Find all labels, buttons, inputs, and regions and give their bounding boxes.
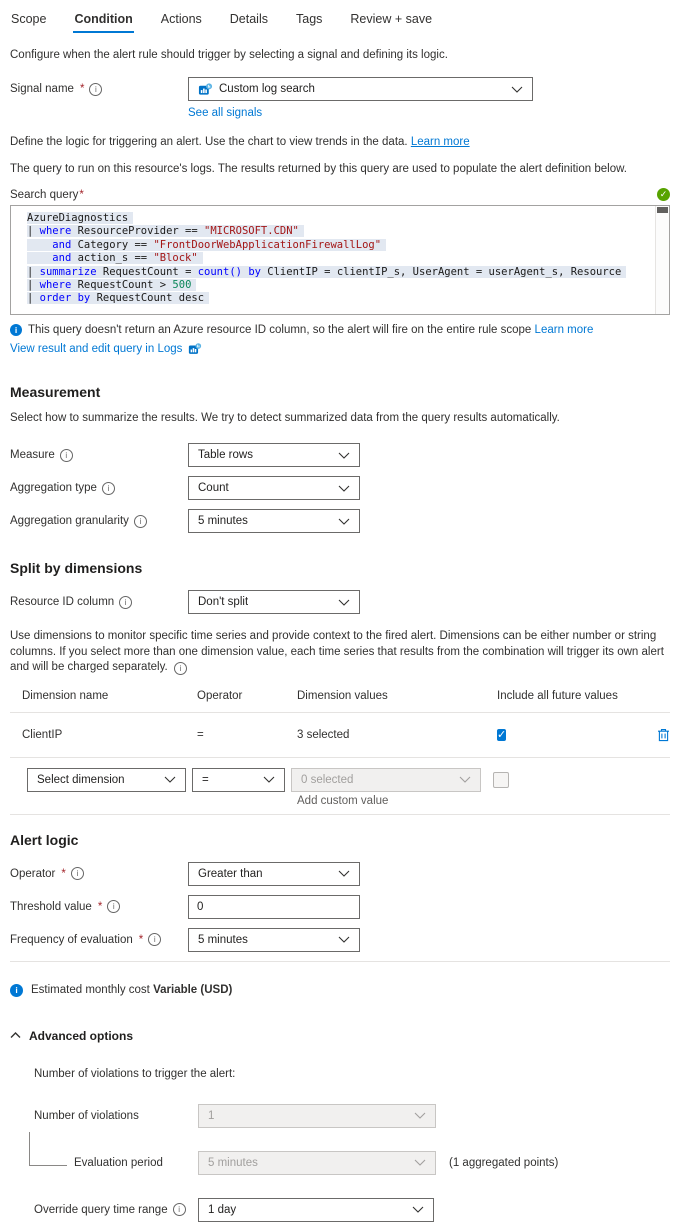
query-code-line: and action_s == "Block" xyxy=(27,252,649,265)
info-icon[interactable] xyxy=(60,449,73,462)
new-dimension-row xyxy=(10,758,670,815)
info-icon[interactable] xyxy=(148,933,161,946)
info-icon[interactable] xyxy=(71,867,84,880)
threshold-input[interactable] xyxy=(188,895,360,919)
chevron-down-icon xyxy=(338,599,350,606)
dimension-operator-value: = xyxy=(197,728,204,741)
operator-value: Greater than xyxy=(198,867,263,880)
new-values-value: 0 selected xyxy=(301,773,354,786)
query-code-line: | order by RequestCount desc xyxy=(27,292,649,305)
measure-value: Table rows xyxy=(198,449,253,461)
editor-scrollbar[interactable] xyxy=(655,206,669,314)
col-operator: Operator xyxy=(197,689,243,702)
col-dimension-values: Dimension values xyxy=(297,689,388,702)
dimension-name-value: ClientIP xyxy=(22,728,63,741)
dimensions-description: Use dimensions to monitor specific time series and provide context to the fired alert. Dimensions can be either number or string columns. If you select more than one dimension value, each time series that results from the combination will trigger its own alert and will be charged separately. i xyxy=(10,629,670,676)
search-query-label: Search query xyxy=(10,188,79,201)
estimated-cost-text: Estimated monthly cost Variable (USD) xyxy=(31,984,233,996)
aggregated-points-note: (1 aggregated points) xyxy=(449,1156,559,1169)
measurement-description: Select how to summarize the results. We try to detect summarized data from the query results automatically. xyxy=(10,412,560,424)
new-include-future-checkbox[interactable] xyxy=(493,772,509,788)
override-time-range-value: 1 day xyxy=(208,1203,237,1216)
dimension-row xyxy=(10,713,670,758)
tab-details[interactable]: Details xyxy=(229,12,268,26)
log-analytics-icon xyxy=(188,342,202,356)
chevron-up-icon xyxy=(10,1032,21,1039)
chevron-down-icon xyxy=(338,518,350,525)
frequency-select[interactable] xyxy=(188,928,360,952)
info-icon[interactable] xyxy=(174,662,187,675)
section-divider xyxy=(10,961,670,962)
select-dimension-dropdown[interactable] xyxy=(27,768,186,792)
alert-logic-title: Alert logic xyxy=(10,831,79,848)
evaluation-period-value: 5 minutes xyxy=(208,1156,258,1169)
override-time-range-label: Override query time range xyxy=(34,1203,168,1216)
tab-actions[interactable]: Actions xyxy=(160,12,202,26)
frequency-label: Frequency of evaluation xyxy=(10,933,133,946)
aggregation-type-select[interactable] xyxy=(188,476,360,500)
add-custom-value-label[interactable]: Add custom value xyxy=(297,794,389,807)
chevron-down-icon xyxy=(338,870,350,877)
chevron-down-icon xyxy=(412,1206,424,1213)
info-filled-icon xyxy=(10,324,22,336)
tab-condition[interactable]: Condition xyxy=(73,8,133,33)
info-icon[interactable] xyxy=(107,900,120,913)
query-code-line: | summarize RequestCount = count() by ClientIP = clientIP_s, UserAgent = userAgent_s, Resource xyxy=(27,266,649,279)
query-code xyxy=(27,212,649,306)
info-filled-icon xyxy=(10,984,23,997)
evaluation-period-label: Evaluation period xyxy=(74,1156,163,1169)
frequency-value: 5 minutes xyxy=(198,933,248,946)
intro-text: Configure when the alert rule should trigger by selecting a signal and defining its logic. xyxy=(10,49,448,61)
chevron-down-icon xyxy=(164,776,176,783)
query-note: This query doesn't return an Azure resource ID column, so the alert will fire on the entire rule scope Learn more xyxy=(28,324,594,336)
logic-intro-text: Define the logic for triggering an alert. Use the chart to view trends in the data. xyxy=(10,136,408,148)
info-icon[interactable] xyxy=(89,83,102,96)
dimensions-table-header xyxy=(10,676,670,713)
query-code-line: | where ResourceProvider == "MICROSOFT.CDN" xyxy=(27,225,649,238)
operator-select[interactable] xyxy=(188,862,360,886)
signal-name-select[interactable] xyxy=(188,77,533,101)
include-future-checkbox[interactable] xyxy=(497,729,506,741)
estimated-cost-value: Variable (USD) xyxy=(153,984,233,996)
operator-label: Operator xyxy=(10,867,56,880)
query-editor[interactable] xyxy=(10,205,670,315)
required-marker: * xyxy=(79,83,85,95)
chevron-down-icon xyxy=(414,1112,426,1119)
number-of-violations-value: 1 xyxy=(208,1109,215,1122)
measure-label: Measure xyxy=(10,449,55,461)
override-time-range-select[interactable] xyxy=(198,1198,434,1222)
required-marker: * xyxy=(61,867,66,880)
evaluation-period-select xyxy=(198,1151,436,1175)
resource-id-select[interactable] xyxy=(188,590,360,614)
chevron-down-icon xyxy=(338,936,350,943)
split-title: Split by dimensions xyxy=(10,560,143,576)
required-marker: * xyxy=(79,188,84,201)
required-marker: * xyxy=(97,900,103,913)
query-code-line: AzureDiagnostics xyxy=(27,212,649,225)
info-icon[interactable] xyxy=(134,515,147,528)
chevron-down-icon xyxy=(263,776,275,783)
trash-icon[interactable] xyxy=(657,728,670,742)
info-icon[interactable] xyxy=(173,1203,186,1216)
info-icon[interactable] xyxy=(119,596,132,609)
tab-tags[interactable]: Tags xyxy=(296,12,323,26)
select-dimension-placeholder: Select dimension xyxy=(37,773,125,786)
signal-name-value: Custom log search xyxy=(219,83,315,95)
advanced-options-title: Advanced options xyxy=(29,1028,134,1043)
chevron-down-icon xyxy=(459,776,471,783)
signal-name-label: Signal name xyxy=(10,83,74,95)
measure-select[interactable] xyxy=(188,443,360,467)
new-values-dropdown xyxy=(291,768,481,792)
measurement-title: Measurement xyxy=(10,384,101,400)
threshold-label: Threshold value xyxy=(10,900,92,913)
resource-id-label: Resource ID column xyxy=(10,596,115,608)
chevron-down-icon xyxy=(511,86,523,93)
violations-intro: Number of violations to trigger the alert: xyxy=(34,1067,236,1080)
query-intro-text: The query to run on this resource's logs. The results returned by this query are used to populate the alert definition below. xyxy=(10,163,627,175)
query-code-line: | where RequestCount > 500 xyxy=(27,279,649,292)
number-of-violations-label: Number of violations xyxy=(34,1109,139,1122)
col-dimension-name: Dimension name xyxy=(22,689,109,702)
col-include-future: Include all future values xyxy=(497,689,618,702)
log-analytics-icon xyxy=(198,82,213,97)
new-operator-value: = xyxy=(202,773,209,786)
advanced-options-toggle[interactable] xyxy=(10,1029,670,1043)
note-learn-more-link[interactable]: Learn more xyxy=(534,324,594,336)
connector-line xyxy=(29,1132,67,1166)
see-all-signals-link[interactable]: See all signals xyxy=(188,107,263,119)
chevron-down-icon xyxy=(414,1159,426,1166)
view-result-link[interactable]: View result and edit query in Logs xyxy=(10,343,183,355)
new-operator-dropdown[interactable] xyxy=(192,768,285,792)
aggregation-granularity-select[interactable] xyxy=(188,509,360,533)
tab-scope[interactable]: Scope xyxy=(11,12,47,26)
query-code-line: and Category == "FrontDoorWebApplicationFirewallLog" xyxy=(27,239,649,252)
aggregation-granularity-value: 5 minutes xyxy=(198,515,248,527)
query-valid-check-icon xyxy=(657,188,670,201)
tab-bar xyxy=(10,8,670,33)
tab-review-save[interactable]: Review + save xyxy=(350,12,433,26)
aggregation-granularity-label: Aggregation granularity xyxy=(10,515,129,527)
number-of-violations-select xyxy=(198,1104,436,1128)
chevron-down-icon xyxy=(338,485,350,492)
required-marker: * xyxy=(138,933,144,946)
dimension-values-value: 3 selected xyxy=(297,728,350,741)
scrollbar-thumb[interactable] xyxy=(657,207,668,213)
logic-learn-more-link[interactable]: Learn more xyxy=(410,136,470,148)
aggregation-type-label: Aggregation type xyxy=(10,482,97,494)
chevron-down-icon xyxy=(338,452,350,459)
info-icon[interactable] xyxy=(102,482,115,495)
resource-id-value: Don't split xyxy=(198,596,249,608)
aggregation-type-value: Count xyxy=(198,482,229,494)
